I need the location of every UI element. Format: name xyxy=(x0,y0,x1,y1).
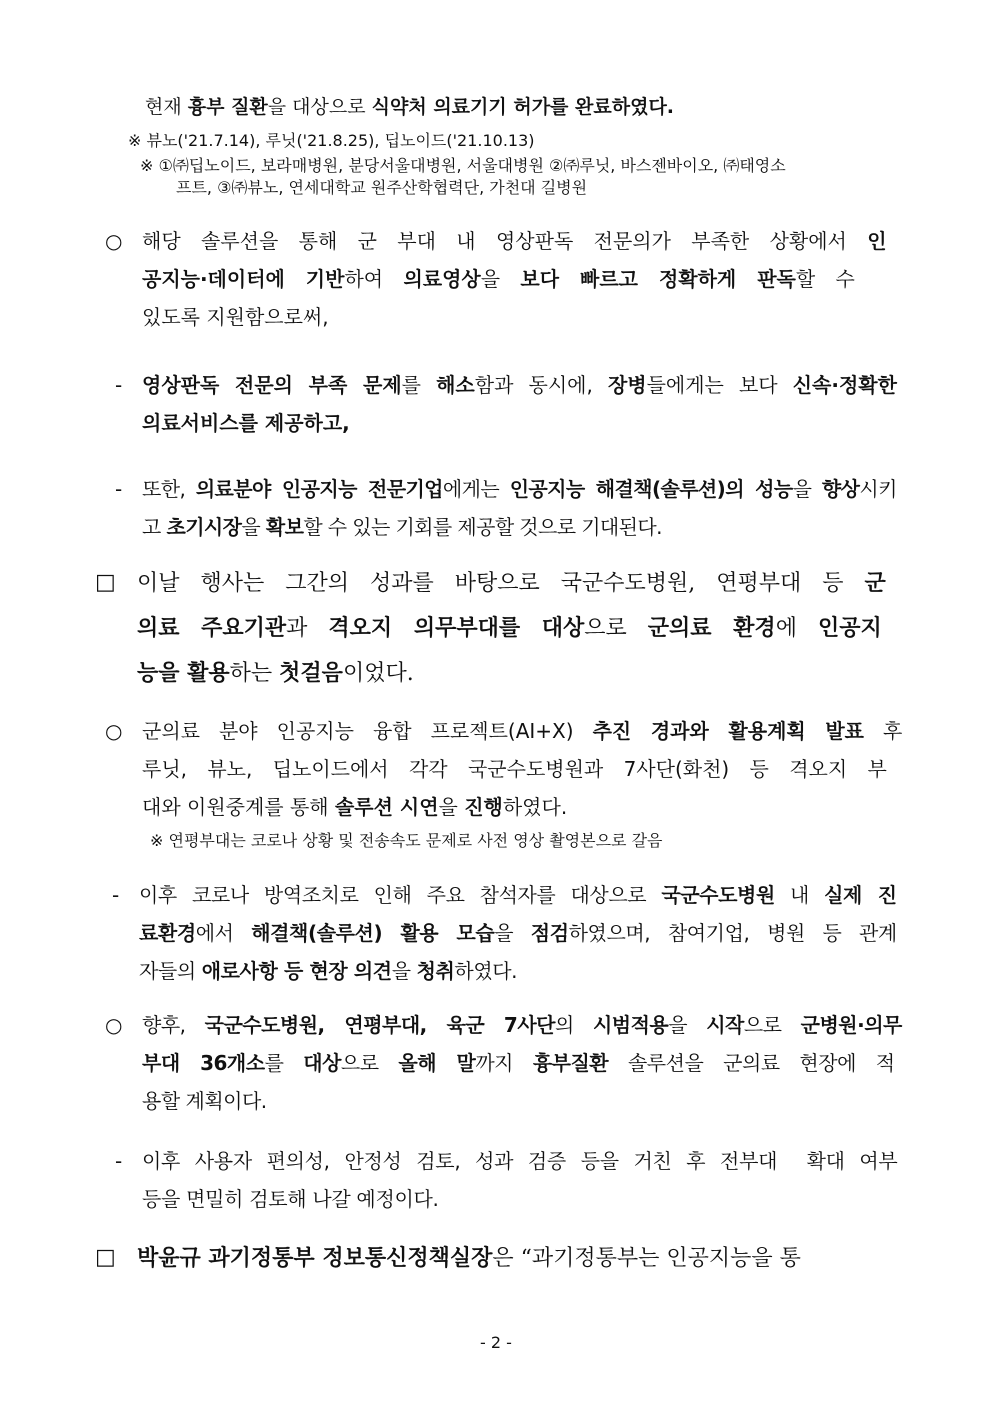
bold-run: 공지능·데이터에 기반 xyxy=(142,267,345,291)
bold-run: 올해 말 xyxy=(398,1051,476,1075)
bullet-text xyxy=(142,366,897,442)
text-run: 이후 코로나 방역조치로 인해 주요 참석자를 대상으로 xyxy=(139,883,662,907)
bold-run: 시작 xyxy=(706,1013,744,1037)
bold-run: 장병 xyxy=(607,373,647,397)
text-line xyxy=(137,561,897,606)
text-run: 할 수 있는 기회를 제공할 것으로 기대된다. xyxy=(303,515,662,539)
text-line xyxy=(142,298,902,336)
text-line xyxy=(142,366,897,404)
bold-run: 박윤규 과기정통부 정보통신정책실장 xyxy=(137,1245,493,1271)
text-run: 은 “과기정통부는 인공지능을 통 xyxy=(492,1246,801,1271)
dash-marker: - xyxy=(112,883,120,907)
text-run: 이날 행사는 그간의 성과를 바탕으로 국군수도병원, 연평부대 등 xyxy=(137,571,865,596)
bold-run: 신속·정확한 xyxy=(792,373,897,397)
bold-run: 인공지능 해결책(솔루션)의 성능 xyxy=(509,477,793,501)
bold-run: 향상 xyxy=(821,477,860,501)
bold-run: 해소 xyxy=(436,373,475,397)
bullet-text xyxy=(142,470,897,546)
page-number: - 2 - xyxy=(480,1333,512,1352)
bold-run: 영상판독 전문의 부족 문제 xyxy=(142,373,402,397)
text-line xyxy=(142,1142,897,1180)
text-line xyxy=(142,260,902,298)
bullet-text xyxy=(142,1142,897,1218)
text-run: 군의료 분야 인공지능 융합 프로젝트(AI+X) xyxy=(142,719,593,743)
bold-run: 실제 진 xyxy=(824,883,897,907)
intro-line xyxy=(145,88,674,126)
text-line xyxy=(139,914,897,952)
bold-run: 청취 xyxy=(416,959,455,983)
bold-run: 의료서비스를 제공하고, xyxy=(142,411,350,435)
text-line xyxy=(137,651,897,696)
text-run: 고 xyxy=(142,515,167,539)
text-run: 으로 xyxy=(584,616,648,641)
text-line xyxy=(142,712,902,750)
bold-run: 확보 xyxy=(265,515,304,539)
text-run: 으로 xyxy=(340,1051,399,1075)
bold-run: 진행 xyxy=(464,795,503,819)
bold-run: 식약처 의료기기 허가를 완료하였다. xyxy=(371,96,675,118)
bullet-text xyxy=(137,561,897,696)
text-line xyxy=(142,508,897,546)
bold-run: 인 xyxy=(867,229,887,253)
text-run: 또한, xyxy=(142,477,196,501)
bold-run: 인공지 xyxy=(817,615,882,641)
circle-marker: ○ xyxy=(105,229,123,253)
text-run: 을 xyxy=(668,1013,707,1037)
bold-run: 능을 활용 xyxy=(137,660,230,686)
text-run: 해당 솔루션을 통해 군 부대 내 영상판독 전문의가 부족한 상황에서 xyxy=(142,229,868,253)
text-run: 루닛, 뷰노, 딥노이드에서 각각 국군수도병원과 7사단(화천) 등 격오지 부 xyxy=(142,757,887,781)
bullet-text xyxy=(142,222,902,336)
text-run: 등을 면밀히 검토해 나갈 예정이다. xyxy=(142,1187,439,1211)
bold-run: 대상 xyxy=(303,1051,341,1075)
intro-note-2: ※ ①㈜딥노이드, 보라매병원, 분당서울대병원, 서울대병원 ②㈜루닛, 바스젠바이오, ㈜태영소 프트, ③㈜뷰노, 연세대학교 원주산학협력단, 가천대 길병원 xyxy=(140,156,786,197)
text-run: 하여 xyxy=(344,267,404,291)
text-run: 까지 xyxy=(475,1051,533,1075)
text-line xyxy=(142,470,897,508)
text-run: 을 대상으로 xyxy=(267,96,372,118)
text-run: 에 xyxy=(775,616,818,641)
bold-run: 흉부질환 xyxy=(532,1051,609,1075)
text-run: 할 수 xyxy=(795,267,855,291)
text-line xyxy=(142,1082,902,1120)
bold-run: 초기시장 xyxy=(166,515,242,539)
bold-run: 점검 xyxy=(530,921,569,945)
text-run: 를 xyxy=(264,1051,304,1075)
text-run: 과 xyxy=(286,616,329,641)
text-run: 내 xyxy=(774,883,825,907)
bullet-text xyxy=(142,712,902,826)
circle2-note: ※ 연평부대는 코로나 상황 및 전송속도 문제로 사전 영상 촬영본으로 갈음 xyxy=(150,831,663,850)
circle-marker: ○ xyxy=(105,719,123,743)
bold-run: 첫걸음 xyxy=(279,660,343,686)
circle-marker: ○ xyxy=(105,1013,123,1037)
text-line xyxy=(139,952,897,990)
text-line xyxy=(142,750,902,788)
text-run: 후 xyxy=(864,719,903,743)
text-line xyxy=(137,606,897,651)
bold-run: 부대 36개소 xyxy=(142,1051,265,1075)
text-run: 을 xyxy=(438,795,465,819)
text-line xyxy=(142,1180,897,1218)
bullet-text xyxy=(142,1006,902,1120)
bold-run: 흉부 질환 xyxy=(187,96,268,118)
text-line xyxy=(142,404,897,442)
text-run: 현재 xyxy=(145,96,188,118)
text-run: 을 xyxy=(391,959,417,983)
text-run: 향후, xyxy=(142,1013,205,1037)
dash-marker: - xyxy=(115,1149,123,1173)
bold-run: 료환경 xyxy=(139,921,196,945)
text-run: 자들의 xyxy=(139,959,202,983)
square-marker: □ xyxy=(95,1245,116,1270)
text-run: 을 xyxy=(494,921,531,945)
text-run: 에게는 xyxy=(442,477,510,501)
text-run: 대와 이원중계를 통해 xyxy=(142,795,335,819)
text-run: 하였다. xyxy=(454,959,518,983)
bullet-text xyxy=(137,1236,897,1281)
bold-run: 격오지 의무부대를 대상 xyxy=(328,615,585,641)
bold-run: 해결책(솔루션) 활용 모습 xyxy=(251,921,495,945)
text-line xyxy=(142,1006,902,1044)
text-line xyxy=(142,788,902,826)
text-run: 이었다. xyxy=(342,661,414,686)
bold-run: 추진 경과와 활용계획 발표 xyxy=(592,719,864,743)
bold-run: 보다 빠르고 정확하게 판독 xyxy=(520,267,796,291)
bold-run: 국군수도병원 xyxy=(661,883,775,907)
intro-note-1: ※ 뷰노('21.7.14), 루닛('21.8.25), 딥노이드('21.10.13) xyxy=(128,131,535,150)
text-run: 솔루션을 군의료 현장에 적 xyxy=(608,1051,895,1075)
bold-run: 애로사항 등 현장 의견 xyxy=(201,959,392,983)
bold-run: 의료 주요기관 xyxy=(137,615,287,641)
text-line xyxy=(139,876,897,914)
text-run: 를 xyxy=(401,373,437,397)
text-run: 시키 xyxy=(859,477,897,501)
text-run: 을 xyxy=(792,477,822,501)
bold-run: 의료영상 xyxy=(403,267,481,291)
text-run: 함과 동시에, xyxy=(474,373,608,397)
bold-run: 군병원·의무 xyxy=(800,1013,902,1037)
text-run: 하는 xyxy=(229,661,280,686)
text-line xyxy=(145,88,674,126)
text-run: 용할 계획이다. xyxy=(142,1089,267,1113)
text-run: 의 xyxy=(554,1013,593,1037)
text-line xyxy=(137,1236,897,1281)
text-run: 하였으며, 참여기업, 병원 등 관계 xyxy=(568,921,897,945)
text-run: 에서 xyxy=(195,921,252,945)
text-run: 을 xyxy=(241,515,266,539)
text-line xyxy=(142,222,902,260)
text-run: 을 xyxy=(480,267,521,291)
bold-run: 솔루션 시연 xyxy=(334,795,439,819)
text-run: 하였다. xyxy=(502,795,568,819)
text-run: 으로 xyxy=(743,1013,801,1037)
bold-run: 군의료 환경 xyxy=(647,615,776,641)
text-run: 들에게는 보다 xyxy=(646,373,793,397)
text-line xyxy=(142,1044,902,1082)
bold-run: 국군수도병원, 연평부대, 육군 7사단 xyxy=(204,1013,555,1037)
bold-run: 군 xyxy=(864,570,886,596)
bullet-text xyxy=(139,876,897,990)
text-run: 이후 사용자 편의성, 안정성 검토, 성과 검증 등을 거친 후 전부대 확대 여부 xyxy=(142,1149,898,1173)
bold-run: 시범적용 xyxy=(592,1013,669,1037)
square-marker: □ xyxy=(95,570,116,595)
bold-run: 의료분야 인공지능 전문기업 xyxy=(195,477,443,501)
dash-marker: - xyxy=(115,373,123,397)
dash-marker: - xyxy=(115,477,123,501)
text-run: 있도록 지원함으로써, xyxy=(142,305,329,329)
